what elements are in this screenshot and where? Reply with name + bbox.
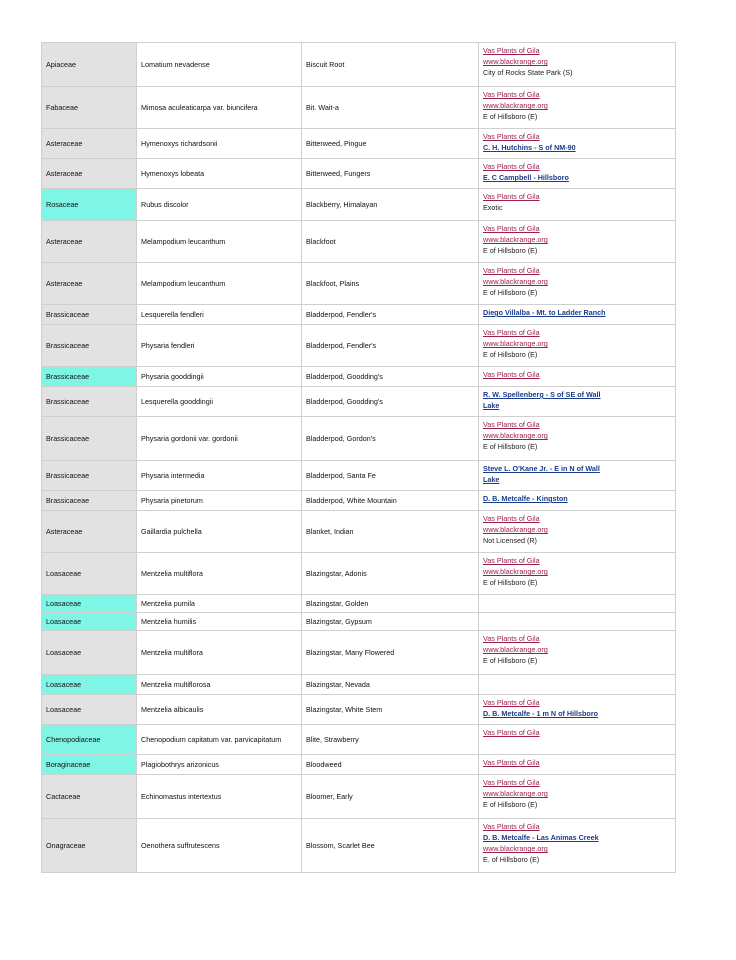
source-link[interactable]: www.blackrange.org <box>483 235 548 244</box>
source-link[interactable]: www.blackrange.org <box>483 645 548 654</box>
family-cell: Loasaceae <box>42 595 137 613</box>
source-link[interactable]: Vas Plants of Gila <box>483 328 540 337</box>
source-cell <box>479 631 676 675</box>
source-link[interactable]: www.blackrange.org <box>483 844 548 853</box>
table-row <box>42 189 676 221</box>
location-note: Not Licensed (R) <box>483 536 537 545</box>
location-note: E of Hillsboro (E) <box>483 800 538 809</box>
table-row <box>42 511 676 553</box>
source-cell <box>479 387 676 417</box>
family-cell: Fabaceae <box>42 87 137 129</box>
family-cell: Brassicaceae <box>42 491 137 511</box>
source-cell <box>479 595 676 613</box>
table-row <box>42 755 676 775</box>
common-name-cell: Blazingstar, Golden <box>302 595 479 613</box>
scientific-name-cell: Mentzelia albicaulis <box>137 695 302 725</box>
source-link[interactable]: Vas Plants of Gila <box>483 370 540 379</box>
collector-link[interactable]: Lake <box>483 401 500 410</box>
table-row <box>42 725 676 755</box>
family-cell: Brassicaceae <box>42 325 137 367</box>
common-name-cell: Biscuit Root <box>302 43 479 87</box>
common-name-cell: Bladderpod, Goodding's <box>302 367 479 387</box>
table-row <box>42 305 676 325</box>
collector-link[interactable]: Steve L. O'Kane Jr. - E in N of Wall <box>483 464 600 473</box>
collector-link[interactable]: D. B. Metcalfe - Las Animas Creek <box>483 833 599 842</box>
source-link[interactable]: Vas Plants of Gila <box>483 90 540 99</box>
source-cell <box>479 189 676 221</box>
source-link[interactable]: www.blackrange.org <box>483 101 548 110</box>
common-name-cell: Blazingstar, Adonis <box>302 553 479 595</box>
table-row <box>42 43 676 87</box>
family-cell: Brassicaceae <box>42 367 137 387</box>
scientific-name-cell: Lesquerella fendleri <box>137 305 302 325</box>
source-cell <box>479 305 676 325</box>
location-note: E of Hillsboro (E) <box>483 656 538 665</box>
source-link[interactable]: Vas Plants of Gila <box>483 420 540 429</box>
family-cell: Brassicaceae <box>42 305 137 325</box>
family-cell: Apiaceae <box>42 43 137 87</box>
family-cell: Brassicaceae <box>42 417 137 461</box>
scientific-name-cell: Lomatium nevadense <box>137 43 302 87</box>
scientific-name-cell: Plagiobothrys arizonicus <box>137 755 302 775</box>
collector-link[interactable]: D. B. Metcalfe - Kingston <box>483 494 568 503</box>
source-cell <box>479 159 676 189</box>
source-link[interactable]: Vas Plants of Gila <box>483 634 540 643</box>
table-row <box>42 553 676 595</box>
common-name-cell: Blanket, Indian <box>302 511 479 553</box>
family-cell: Asteraceae <box>42 221 137 263</box>
common-name-cell: Bloodweed <box>302 755 479 775</box>
source-cell <box>479 775 676 819</box>
scientific-name-cell: Oenothera suffrutescens <box>137 819 302 873</box>
common-name-cell: Blazingstar, Many Flowered <box>302 631 479 675</box>
source-cell <box>479 87 676 129</box>
collector-link[interactable]: E. C Campbell - Hillsboro <box>483 173 569 182</box>
common-name-cell: Bladderpod, White Mountain <box>302 491 479 511</box>
common-name-cell: Blackfoot, Plains <box>302 263 479 305</box>
location-note: Exotic <box>483 203 503 212</box>
source-cell <box>479 221 676 263</box>
source-link[interactable]: Vas Plants of Gila <box>483 556 540 565</box>
source-link[interactable]: Vas Plants of Gila <box>483 162 540 171</box>
family-cell: Onagraceae <box>42 819 137 873</box>
table-row <box>42 595 676 613</box>
collector-link[interactable]: Lake <box>483 475 500 484</box>
scientific-name-cell: Physaria intermedia <box>137 461 302 491</box>
family-cell: Chenopodiaceae <box>42 725 137 755</box>
source-cell <box>479 511 676 553</box>
source-link[interactable]: Vas Plants of Gila <box>483 728 540 737</box>
common-name-cell: Bladderpod, Fendler's <box>302 325 479 367</box>
scientific-name-cell: Mentzelia pumila <box>137 595 302 613</box>
scientific-name-cell: Physaria gooddingii <box>137 367 302 387</box>
scientific-name-cell: Physaria pinetorum <box>137 491 302 511</box>
source-link[interactable]: Vas Plants of Gila <box>483 46 540 55</box>
plant-list-table <box>41 42 676 873</box>
collector-link[interactable]: C. H. Hutchins - S of NM-90 <box>483 143 576 152</box>
source-link[interactable]: www.blackrange.org <box>483 277 548 286</box>
source-cell <box>479 755 676 775</box>
scientific-name-cell: Mentzelia multiflorosa <box>137 675 302 695</box>
table-row <box>42 417 676 461</box>
family-cell: Loasaceae <box>42 695 137 725</box>
source-link[interactable]: Vas Plants of Gila <box>483 192 540 201</box>
source-link[interactable]: Vas Plants of Gila <box>483 132 540 141</box>
family-cell: Asteraceae <box>42 129 137 159</box>
common-name-cell: Bladderpod, Fendler's <box>302 305 479 325</box>
plant-list-body <box>42 43 676 873</box>
table-row <box>42 491 676 511</box>
common-name-cell: Bladderpod, Goodding's <box>302 387 479 417</box>
table-row <box>42 325 676 367</box>
scientific-name-cell: Mimosa aculeaticarpa var. biuncifera <box>137 87 302 129</box>
family-cell: Loasaceae <box>42 613 137 631</box>
source-cell <box>479 675 676 695</box>
location-note: E of Hillsboro (E) <box>483 350 538 359</box>
scientific-name-cell: Hymenoxys lobeata <box>137 159 302 189</box>
common-name-cell: Blazingstar, Nevada <box>302 675 479 695</box>
source-link[interactable]: Vas Plants of Gila <box>483 266 540 275</box>
family-cell: Cactaceae <box>42 775 137 819</box>
scientific-name-cell: Mentzelia humilis <box>137 613 302 631</box>
source-cell <box>479 43 676 87</box>
source-link[interactable]: Vas Plants of Gila <box>483 778 540 787</box>
common-name-cell: Bladderpod, Gordon's <box>302 417 479 461</box>
source-link[interactable]: www.blackrange.org <box>483 789 548 798</box>
common-name-cell: Blossom, Scarlet Bee <box>302 819 479 873</box>
source-cell <box>479 367 676 387</box>
source-cell <box>479 613 676 631</box>
location-note: E. of Hillsboro (E) <box>483 855 540 864</box>
source-link[interactable]: www.blackrange.org <box>483 567 548 576</box>
family-cell: Loasaceae <box>42 675 137 695</box>
source-cell <box>479 325 676 367</box>
scientific-name-cell: Lesquerella gooddingii <box>137 387 302 417</box>
table-row <box>42 387 676 417</box>
location-note: E of Hillsboro (E) <box>483 112 538 121</box>
source-cell <box>479 725 676 755</box>
source-cell <box>479 461 676 491</box>
location-note: City of Rocks State Park (S) <box>483 68 573 77</box>
source-link[interactable]: Vas Plants of Gila <box>483 514 540 523</box>
family-cell: Loasaceae <box>42 553 137 595</box>
source-cell <box>479 129 676 159</box>
scientific-name-cell: Echinomastus intertextus <box>137 775 302 819</box>
family-cell: Brassicaceae <box>42 387 137 417</box>
common-name-cell: Bit. Wait-a <box>302 87 479 129</box>
table-row <box>42 819 676 873</box>
location-note: E of Hillsboro (E) <box>483 288 538 297</box>
source-link[interactable]: www.blackrange.org <box>483 431 548 440</box>
family-cell: Asteraceae <box>42 263 137 305</box>
scientific-name-cell: Physaria fendleri <box>137 325 302 367</box>
location-note: E of Hillsboro (E) <box>483 246 538 255</box>
location-note: E of Hillsboro (E) <box>483 578 538 587</box>
common-name-cell: Bitterweed, Fungers <box>302 159 479 189</box>
source-cell <box>479 553 676 595</box>
family-cell: Rosaceae <box>42 189 137 221</box>
collector-link[interactable]: R. W. Spellenberg - S of SE of Wall <box>483 390 601 399</box>
source-link[interactable]: Vas Plants of Gila <box>483 698 540 707</box>
source-link[interactable]: www.blackrange.org <box>483 57 548 66</box>
table-row <box>42 631 676 675</box>
collector-link[interactable]: D. B. Metcalfe - 1 m N of Hillsboro <box>483 709 599 718</box>
scientific-name-cell: Rubus discolor <box>137 189 302 221</box>
table-row <box>42 613 676 631</box>
family-cell: Brassicaceae <box>42 461 137 491</box>
scientific-name-cell: Melampodium leucanthum <box>137 263 302 305</box>
table-row <box>42 461 676 491</box>
source-cell <box>479 491 676 511</box>
scientific-name-cell: Mentzelia multiflora <box>137 553 302 595</box>
location-note: E of Hillsboro (E) <box>483 442 538 451</box>
source-link[interactable]: Vas Plants of Gila <box>483 822 540 831</box>
table-row <box>42 87 676 129</box>
collector-link[interactable]: Diego Villalba - Mt. to Ladder Ranch <box>483 308 606 317</box>
source-cell <box>479 695 676 725</box>
table-row <box>42 695 676 725</box>
common-name-cell: Blackfoot <box>302 221 479 263</box>
source-cell <box>479 417 676 461</box>
table-row <box>42 775 676 819</box>
table-row <box>42 675 676 695</box>
scientific-name-cell: Gaillardia pulchella <box>137 511 302 553</box>
common-name-cell: Bitterweed, Pingue <box>302 129 479 159</box>
common-name-cell: Blite, Strawberry <box>302 725 479 755</box>
family-cell: Loasaceae <box>42 631 137 675</box>
source-link[interactable]: www.blackrange.org <box>483 525 548 534</box>
scientific-name-cell: Hymenoxys richardsonii <box>137 129 302 159</box>
scientific-name-cell: Mentzelia multiflora <box>137 631 302 675</box>
scientific-name-cell: Physaria gordonii var. gordonii <box>137 417 302 461</box>
source-cell <box>479 263 676 305</box>
table-row <box>42 159 676 189</box>
source-cell <box>479 819 676 873</box>
source-link[interactable]: Vas Plants of Gila <box>483 224 540 233</box>
table-row <box>42 129 676 159</box>
source-link[interactable]: Vas Plants of Gila <box>483 758 540 767</box>
scientific-name-cell: Melampodium leucanthum <box>137 221 302 263</box>
source-link[interactable]: www.blackrange.org <box>483 339 548 348</box>
common-name-cell: Bloomer, Early <box>302 775 479 819</box>
family-cell: Boraginaceae <box>42 755 137 775</box>
table-row <box>42 221 676 263</box>
family-cell: Asteraceae <box>42 511 137 553</box>
table-row <box>42 367 676 387</box>
common-name-cell: Blazingstar, Gypsum <box>302 613 479 631</box>
table-row <box>42 263 676 305</box>
common-name-cell: Blackberry, Himalayan <box>302 189 479 221</box>
family-cell: Asteraceae <box>42 159 137 189</box>
common-name-cell: Bladderpod, Santa Fe <box>302 461 479 491</box>
common-name-cell: Blazingstar, White Stem <box>302 695 479 725</box>
scientific-name-cell: Chenopodium capitatum var. parvicapitatum <box>137 725 302 755</box>
